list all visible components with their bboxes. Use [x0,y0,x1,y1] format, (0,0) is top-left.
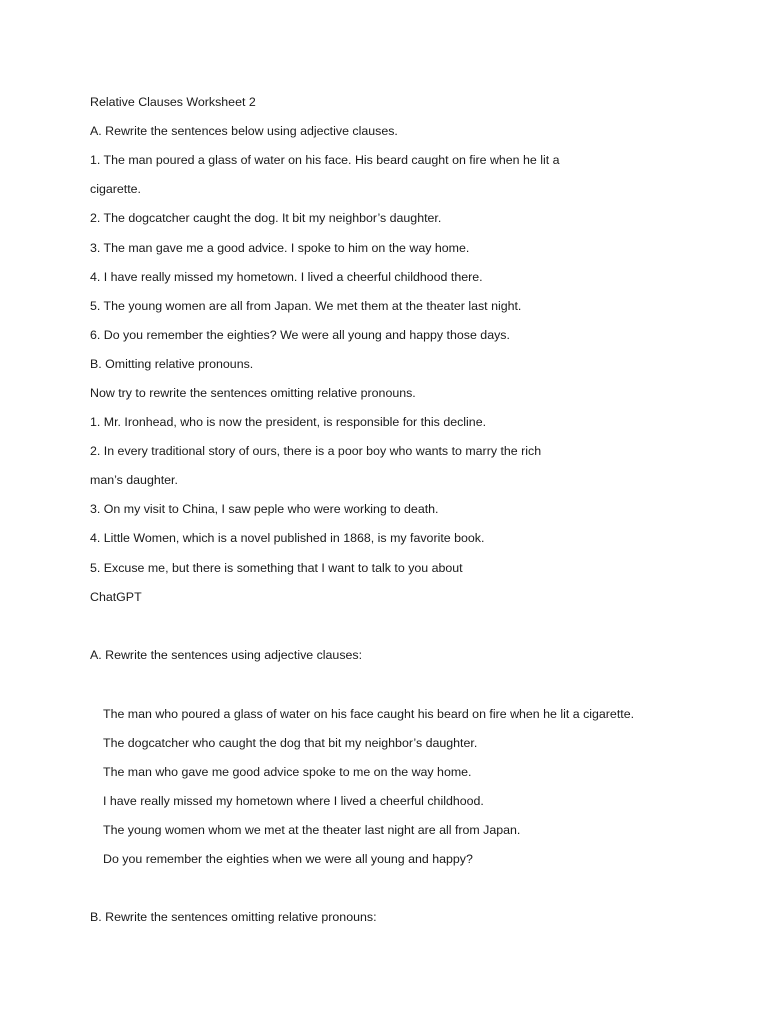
section-b-instruction: Now try to rewrite the sentences omitting relative pronouns. [90,386,416,400]
section-a-item: 1. The man poured a glass of water on his face. His beard caught on fire when he lit a [90,153,560,167]
section-a-item: 6. Do you remember the eighties? We were all young and happy those days. [90,328,510,342]
answer-a-item: The dogcatcher who caught the dog that bit my neighbor’s daughter. [103,736,478,750]
section-a-item: 5. The young women are all from Japan. We met them at the theater last night. [90,299,522,313]
section-b-heading: B. Omitting relative pronouns. [90,357,254,371]
section-b-item: 2. In every traditional story of ours, there is a poor boy who wants to marry the rich [90,444,542,458]
answer-a-item: I have really missed my hometown where I lived a cheerful childhood. [103,794,484,808]
worksheet-title: Relative Clauses Worksheet 2 [90,95,256,109]
section-b-item: man’s daughter. [90,473,178,487]
section-b-item: 3. On my visit to China, I saw peple who were working to death. [90,502,439,516]
section-b-item: 4. Little Women, which is a novel published in 1868, is my favorite book. [90,531,485,545]
answer-a-item: Do you remember the eighties when we were all young and happy? [103,852,473,866]
section-a-item: cigarette. [90,182,141,196]
section-b-item: 5. Excuse me, but there is something that I want to talk to you about [90,561,463,575]
section-b-item: 1. Mr. Ironhead, who is now the president, is responsible for this decline. [90,415,487,429]
answer-a-item: The man who gave me good advice spoke to me on the way home. [103,765,472,779]
answer-a-heading: A. Rewrite the sentences using adjective clauses: [90,648,363,662]
section-a-item: 3. The man gave me a good advice. I spoke to him on the way home. [90,241,470,255]
section-a-item: 4. I have really missed my hometown. I lived a cheerful childhood there. [90,270,483,284]
section-a-item: 2. The dogcatcher caught the dog. It bit my neighbor’s daughter. [90,211,442,225]
answer-a-item: The man who poured a glass of water on his face caught his beard on fire when he lit a cigarette. [103,707,635,721]
answer-a-item: The young women whom we met at the theater last night are all from Japan. [103,823,521,837]
chatgpt-label: ChatGPT [90,590,142,604]
answer-b-heading: B. Rewrite the sentences omitting relative pronouns: [90,910,377,924]
section-a-heading: A. Rewrite the sentences below using adjective clauses. [90,124,398,138]
